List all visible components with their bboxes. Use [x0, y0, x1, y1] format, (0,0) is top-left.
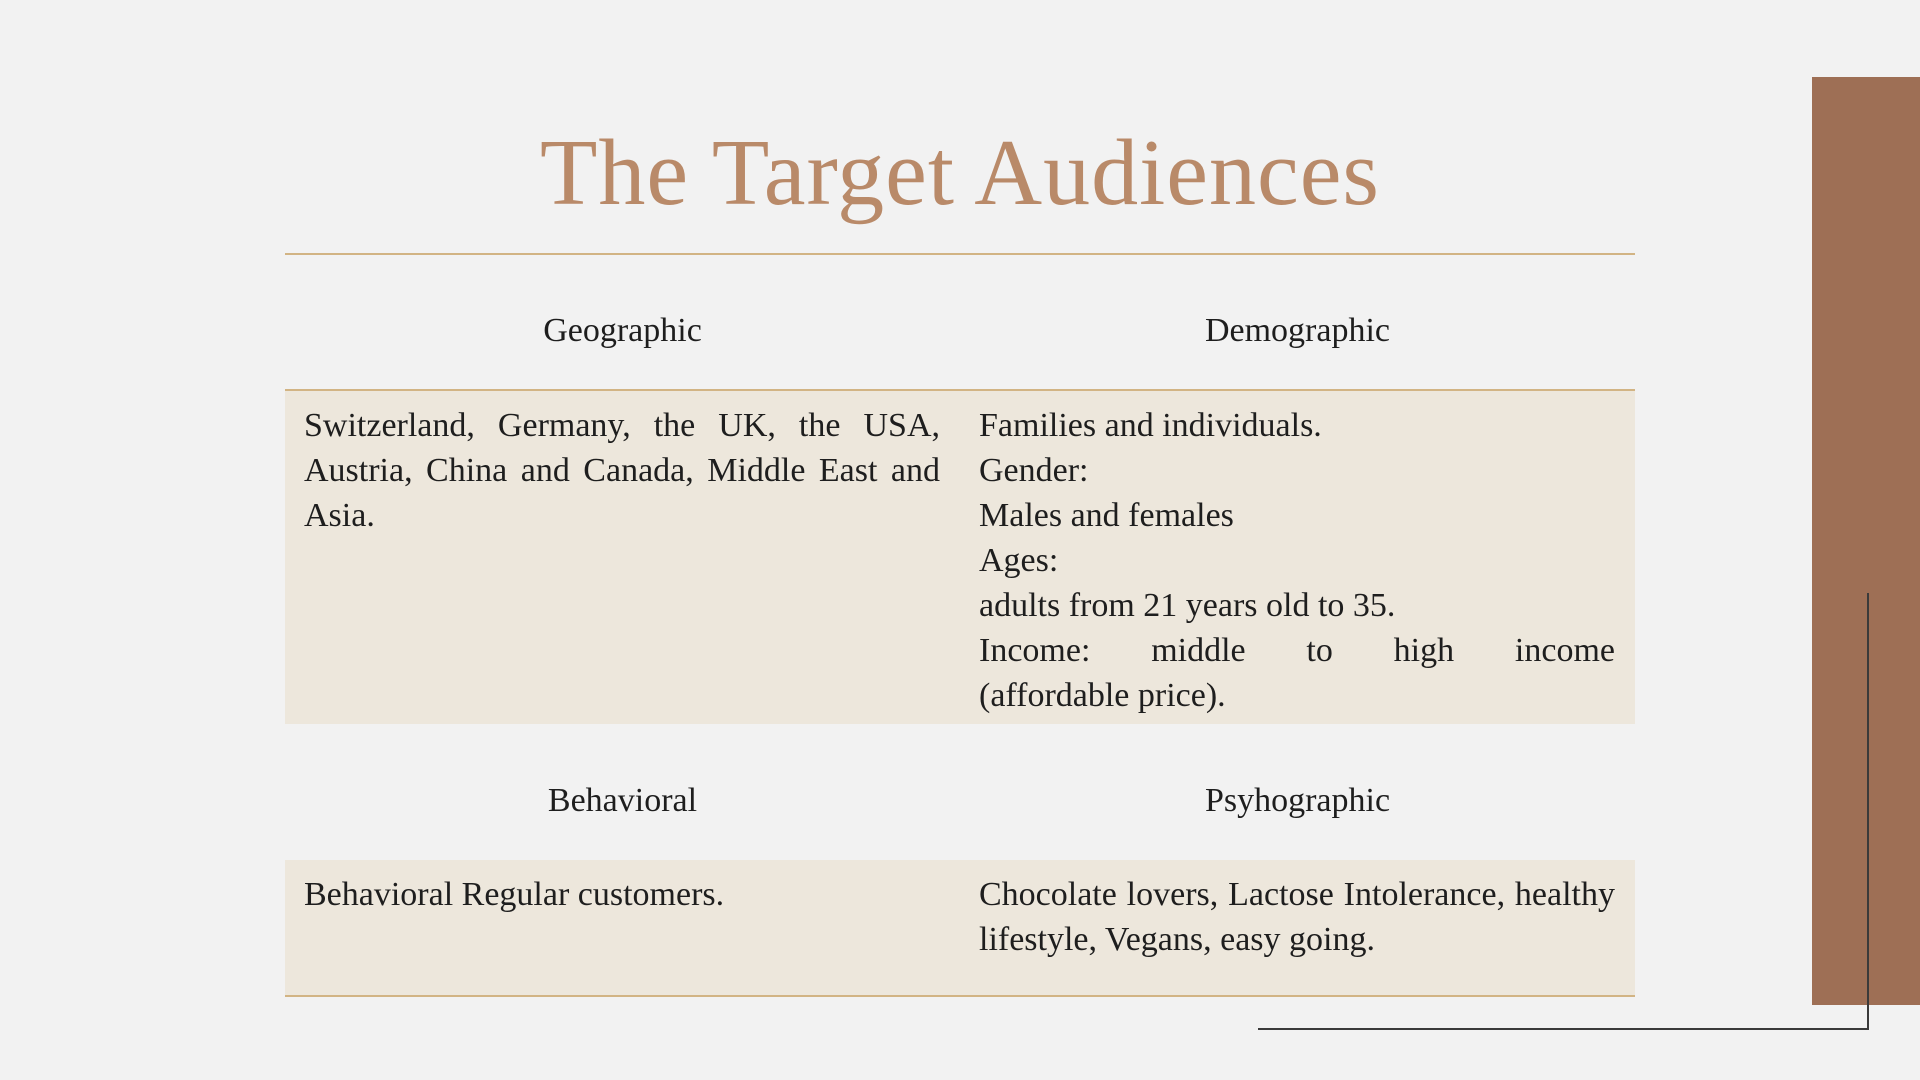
section-2-body-row	[285, 860, 1635, 995]
slide-title: The Target Audiences	[539, 121, 1381, 225]
section-1-body-row	[285, 391, 1635, 724]
corner-line-horizontal	[1258, 1028, 1869, 1030]
geographic-cell: Switzerland, Germany, the UK, the USA, Austria, China and Canada, Middle East and Asia.	[304, 407, 940, 534]
demographic-line: Males and females	[979, 497, 1234, 534]
demographic-line: Ages:	[979, 542, 1059, 579]
table-bottom-rule	[285, 995, 1635, 997]
demographic-line: Families and individuals.	[979, 407, 1322, 444]
section-1-header-row	[285, 263, 1635, 398]
header-geographic: Geographic	[543, 311, 702, 349]
demographic-line: Gender:	[979, 452, 1089, 489]
demographic-line: (affordable price).	[979, 677, 1226, 714]
behavioral-cell: Behavioral Regular customers.	[304, 876, 725, 913]
header-psyhographic: Psyhographic	[1204, 781, 1391, 819]
header-behavioral: Behavioral	[547, 781, 698, 819]
accent-bar	[1812, 77, 1920, 1005]
corner-line-vertical	[1867, 593, 1869, 1029]
demographic-line: Income: middle to high income	[979, 632, 1615, 669]
header-demographic: Demographic	[1204, 311, 1391, 349]
demographic-line: adults from 21 years old to 35.	[979, 587, 1396, 624]
psyhographic-cell: Chocolate lovers, Lactose Intolerance, healthy lifestyle, Vegans, easy going.	[979, 876, 1615, 958]
title-rule	[285, 253, 1635, 255]
demographic-cell	[960, 391, 1635, 724]
section-2-header-row	[285, 733, 1635, 868]
